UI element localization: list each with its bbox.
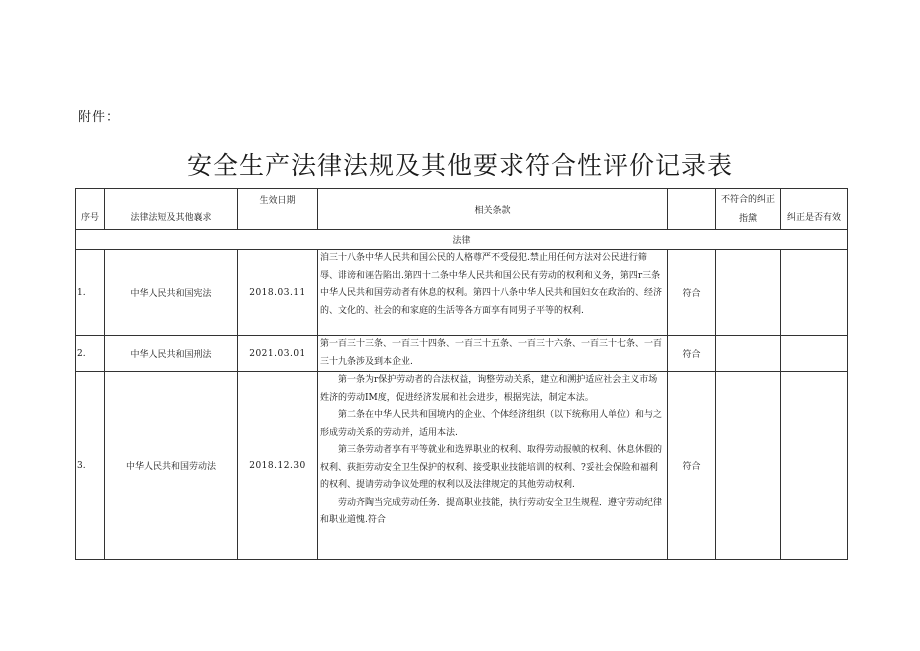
clause-paragraph: 劳动齐陶当完成劳动任务．提高职业技能，执行劳动安全卫生规程．遵守劳动纪律和职业道愧.符合 (320, 497, 663, 525)
nonconformity-cell (716, 250, 781, 336)
clause-paragraph: 第二条在中华人民共和国境内的企业、个体经济组织（以下统称用人单位）和与之形成劳动关系的劳动并，适用本法. (320, 410, 663, 438)
effective-date: 2018.12.30 (238, 372, 318, 560)
header-effective-date: 生效日期 (238, 189, 318, 230)
effective-cell (781, 336, 848, 372)
row-number: 1. (76, 250, 105, 336)
clause-paragraph: 洎三十八条中华人民共和国公民的人格尊严不受侵犯.禁止用任何方法对公民进行筛辱、诽谤和诬告陷出.第四十二条中华人民共和国公民有劳动的权利和义务，第四r三条中华人民共和国劳动者有休息的权利。第四十八条中华人民共和国妇女在政治的、经济的、文化的、社会的和家庭的生活等各方面享有同男子平等的权利. (320, 253, 663, 316)
row-number: 2. (76, 336, 105, 372)
effective-date: 2021.03.01 (238, 336, 318, 372)
effective-cell (781, 372, 848, 560)
clause-paragraph: 第一百三十三条、一百三十四条、一百三十五条、一百三十六条、一百三十七条、一百三十九条涉及到本企业. (320, 339, 663, 367)
header-nonconformity: 不符合的纠正指黛 (716, 189, 781, 230)
section-label: 法律 (76, 230, 848, 250)
compliance-result: 符合 (668, 336, 716, 372)
row-number: 3. (76, 372, 105, 560)
nonconformity-cell (716, 336, 781, 372)
nonconformity-cell (716, 372, 781, 560)
header-law-name: 法律法短及其他襄求 (105, 189, 238, 230)
law-name: 中华人民共和国刑法 (105, 336, 238, 372)
header-compliance-blank (668, 189, 716, 230)
clause-text (318, 250, 668, 336)
law-name: 中华人民共和国劳动法 (105, 372, 238, 560)
header-row (76, 189, 848, 230)
clause-paragraph: 第一条为r保护劳动者的合法权益，询整劳动关系，建立和溯护适应社会主义市场姓济的劳动IM度，促进经济发展和社会进步，根据宪法，制定本法。 (320, 375, 658, 403)
clause-paragraph: 第三条劳动者享有平等就业和选界职业的权利、取得劳动报帧的权利、休息休假的权利、荻拒劳动安全卫生保护的权利、接受职业技能培训的权利、?妥社会保险和福利的权利、提请劳动争议处理的权利以及法律规定的其他劳动权利. (320, 445, 663, 490)
header-clauses: 相关条款 (318, 189, 668, 230)
effective-date: 2018.03.11 (238, 250, 318, 336)
attachment-label: 附件： (78, 110, 121, 125)
section-row (76, 230, 848, 250)
document-title: 安全生产法律法规及其他要求符合性评价记录表 (186, 151, 733, 180)
law-name: 中华人民共和国宪法 (105, 250, 238, 336)
table-row (76, 336, 848, 372)
header-effective: 纠正是否有效 (781, 189, 848, 230)
clause-text (318, 336, 668, 372)
evaluation-table (75, 188, 848, 560)
table-row (76, 372, 848, 560)
header-seq: 序号 (76, 189, 105, 230)
clause-text (318, 372, 668, 560)
compliance-result: 符合 (668, 372, 716, 560)
compliance-result: 符合 (668, 250, 716, 336)
effective-cell (781, 250, 848, 336)
table-row (76, 250, 848, 336)
